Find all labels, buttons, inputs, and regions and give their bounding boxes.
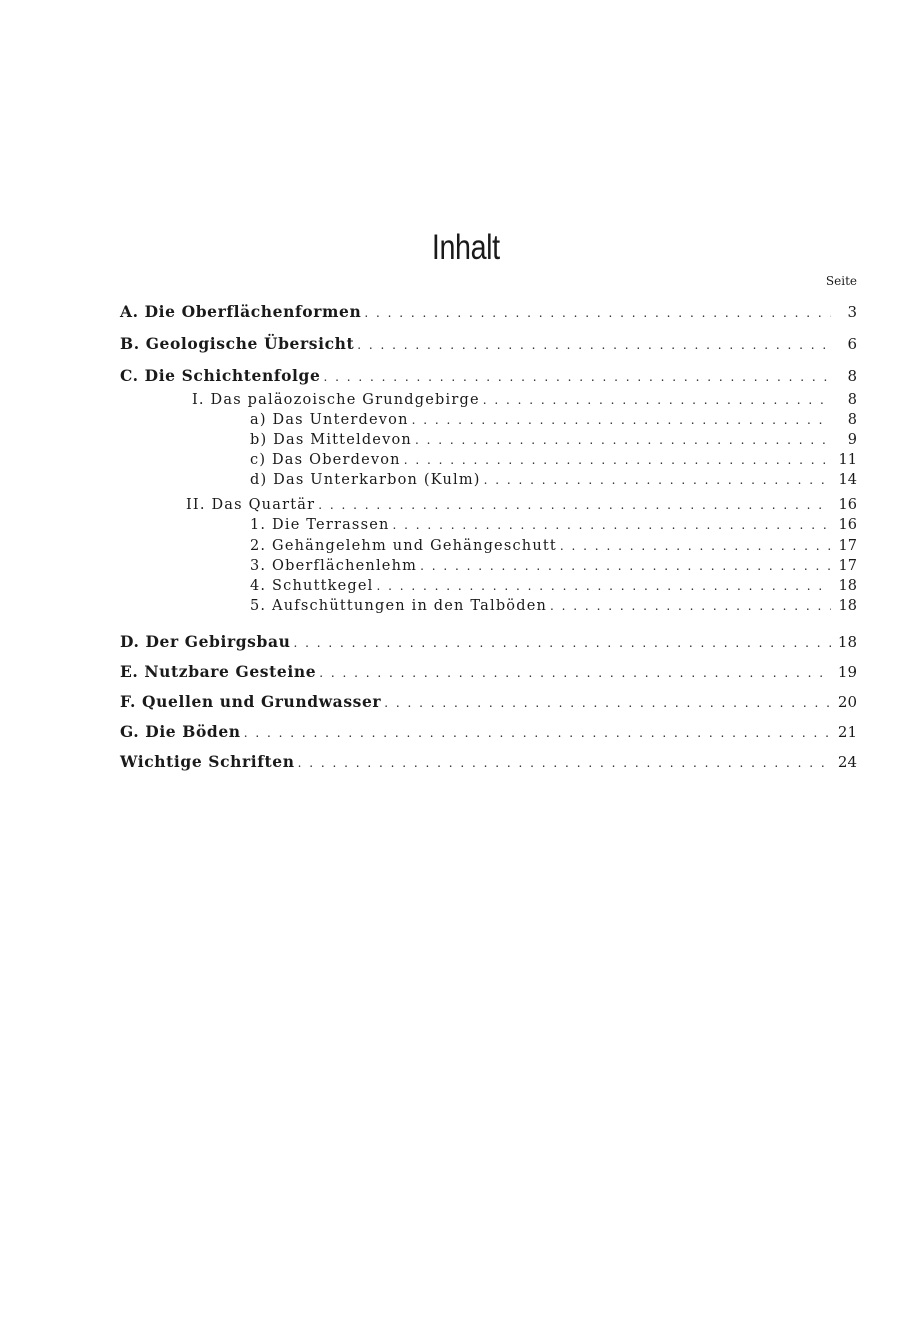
toc-entry-label: B. Geologische Übersicht — [120, 334, 355, 353]
toc-entry-e — [120, 662, 857, 682]
page-title: Inhalt — [431, 228, 500, 267]
toc-entry-c-i — [120, 392, 857, 412]
toc-entry-schriften — [120, 752, 857, 772]
dot-leader — [550, 599, 831, 613]
page-column-header: Seite — [825, 274, 857, 288]
toc-entry-c-i-a — [120, 412, 857, 432]
dot-leader — [404, 453, 831, 467]
toc-entry-b — [120, 334, 857, 354]
toc-entry-page: 17 — [838, 538, 857, 554]
toc-entry-page: 9 — [847, 432, 857, 448]
toc-entry-label: I. Das paläozoische Grundgebirge — [192, 392, 480, 408]
dot-leader — [484, 473, 831, 487]
dot-leader — [318, 498, 831, 512]
dot-leader — [415, 433, 831, 447]
dot-leader — [377, 579, 832, 593]
toc-entry-label: D. Der Gebirgsbau — [120, 632, 291, 651]
toc-entry-page: 18 — [838, 578, 857, 594]
toc-entry-page: 3 — [847, 303, 857, 321]
toc-entry-label: 1. Die Terrassen — [250, 517, 390, 533]
toc-entry-c-i-c — [120, 452, 857, 472]
dot-leader — [319, 666, 831, 680]
dot-leader — [323, 370, 831, 384]
toc-entry-page: 19 — [837, 663, 857, 681]
toc-entry-d — [120, 632, 857, 652]
toc-entry-page: 17 — [838, 558, 857, 574]
dot-leader — [483, 393, 831, 407]
toc-entry-label: 3. Oberflächenlehm — [250, 558, 418, 574]
toc-entry-label: II. Das Quartär — [186, 497, 316, 513]
toc-entry-a — [120, 302, 857, 322]
toc-entry-label: C. Die Schichtenfolge — [120, 366, 321, 385]
toc-entry-page: 11 — [838, 452, 857, 468]
toc-entry-label: F. Quellen und Grundwasser — [120, 692, 382, 711]
toc-entry-label: Wichtige Schriften — [120, 752, 295, 771]
toc-entry-label: d) Das Unterkarbon (Kulm) — [250, 472, 481, 488]
toc-entry-page: 8 — [847, 412, 857, 428]
toc-entry-page: 21 — [837, 723, 857, 741]
toc-entry-f — [120, 692, 857, 712]
toc-entry-page: 18 — [838, 598, 857, 614]
toc-entry-label: E. Nutzbare Gesteine — [120, 662, 317, 681]
toc-entry-label: G. Die Böden — [120, 722, 241, 741]
toc-entry-page: 24 — [837, 753, 857, 771]
toc-entry-label: 5. Aufschüttungen in den Talböden — [250, 598, 548, 614]
toc-entry-label: A. Die Oberflächenformen — [120, 302, 362, 321]
toc-entry-page: 18 — [837, 633, 857, 651]
toc-entry-c-i-b — [120, 432, 857, 452]
toc-entry-page: 16 — [838, 517, 857, 533]
dot-leader — [384, 696, 831, 710]
toc-entry-page: 8 — [847, 367, 857, 385]
dot-leader — [412, 413, 831, 427]
toc-entry-page: 16 — [838, 497, 857, 513]
toc-entry-label: a) Das Unterdevon — [250, 412, 409, 428]
toc-entry-c-i-d — [120, 472, 857, 492]
dot-leader — [298, 756, 831, 770]
toc-entry-g — [120, 722, 857, 742]
toc-entry-c-ii-1 — [120, 517, 857, 537]
dot-leader — [364, 306, 831, 320]
toc-entry-c-ii-4 — [120, 578, 857, 598]
toc-entry-c-ii-3 — [120, 558, 857, 578]
dot-leader — [420, 559, 831, 573]
toc-entry-label: 2. Gehängelehm und Gehängeschutt — [250, 538, 557, 554]
toc-entry-label: b) Das Mitteldevon — [250, 432, 412, 448]
toc-entry-label: 4. Schuttkegel — [250, 578, 374, 594]
toc-entry-c-ii-2 — [120, 538, 857, 558]
toc-entry-c — [120, 366, 857, 386]
toc-entry-page: 14 — [838, 472, 857, 488]
dot-leader — [357, 338, 831, 352]
toc-entry-c-ii-5 — [120, 598, 857, 618]
dot-leader — [244, 726, 831, 740]
toc-entry-label: c) Das Oberdevon — [250, 452, 401, 468]
toc-entry-c-ii — [120, 497, 857, 517]
dot-leader — [560, 539, 831, 553]
toc-entry-page: 20 — [837, 693, 857, 711]
toc-entry-page: 6 — [847, 335, 857, 353]
dot-leader — [293, 636, 831, 650]
dot-leader — [393, 518, 831, 532]
toc-entry-page: 8 — [847, 392, 857, 408]
